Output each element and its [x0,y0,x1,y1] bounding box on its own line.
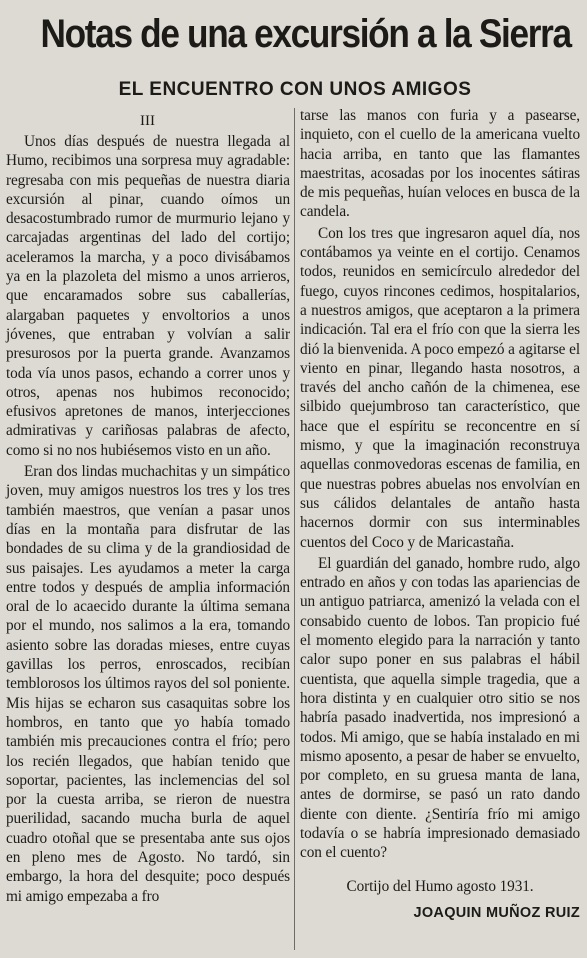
column-divider [294,108,295,950]
section-number: III [140,113,155,129]
paragraph: Con los tres que ingresaron aquel día, nos contábamos ya veinte en el cortijo. Cenamos todos, reunidos en semicírculo alrededor del fuego, cuyos rincones cedimos, hospitalarios, a nuestros amigos, que aceptaron a la primera indicación. Tal era el frío con que la sierra les dió la bienvenida. A poco empezó a agitarse el viento en pinar, llegando hasta nosotros, a través del ancho cañón de la chimenea, ese silbido quejumbroso tan característico, que hace que el espíritu se reconcentre en sí mismo, y que la imaginación reconstruya aquellas conmovedoras escenas de familia, en que nuestras pobres abuelas nos envolvían en sus cálidos delantales de antaño hasta hacernos dormir con sus interminables cuentos del Coco y de Maricastaña. [300,224,580,551]
paragraph: Eran dos lindas muchachitas y un simpático joven, muy amigos nuestros los tres y los tres también maestros, que venían a pasar unos días en la montaña para disfrutar de las bondades de su clima y de la grandiosidad de sus paisajes. Les ayudamos a meter la carga entre todos y después de amplia información oral de lo acaecido durante la última semana por el mundo, nos salimos a la era, tomando asiento sobre las doradas mieses, entre cuyas gavillas los perros, enroscados, recibían temblorosos los últimos rayos del sol poniente. Mis hijas se echaron sus casaquitas sobre los hombros, en tanto que yo había tomado también mis precauciones contra el frío; pero los recién llegados, que habían tenido que soportar, pacientes, las inclemencias del sol por la cuesta arriba, se rieron de nuestra puerilidad, sacando mucha burla de aquel cuadro otoñal que se presentaba ante sus ojos en pleno mes de Agosto. No tardó, sin embargo, la hora del desquite; poco después mi amigo empezaba a fro [6,463,290,905]
article-column-left [6,132,290,906]
article-headline: Notas de una excursión a la Sierra [40,12,571,56]
paragraph: Unos días después de nuestra llegada al Humo, recibimos una sorpresa muy agradable: regresaba con mis pequeñas de nuestra diaria excursión al pinar, cuando oímos un desacostumbrado rumor de murmurio lejano y carcajadas argentinas del lado del cortijo; aceleramos la marcha, y a poco divisábamos ya en la plazoleta del mismo a unos arrieros, que encaramados sobre sus caballerías, alargaban paquetes y envoltorios a unos jóvenes, que entraban y volvían a salir presurosos por la puerta grande. Avanzamos toda vía unos pasos, echando a correr unos y otros, apenas nos hubimos reconocido; efusivos apretones de manos, interjecciones admirativas y cariñosas palabras de afecto, como si no nos hubiésemos visto en un año. [6,133,290,459]
article-subhead: EL ENCUENTRO CON UNOS AMIGOS [118,79,472,100]
paragraph: El guardián del ganado, hombre rudo, algo entrado en años y con todas las apariencias de un antiguo patriarca, amenizó la velada con el consabido cuento de lobos. Tan propicio fué el momento elegido para la narración y tanto calor supo poner en sus palabras el hábil cuentista, que aquella simple tragedia, que a hora distinta y en cualquier otro sitio se nos habría pasado inadvertida, nos impresionó a todos. Mi amigo, que se había instalado en mi mismo aposento, a pesar de haber se envuelto, por completo, en su gruesa manta de lana, antes de dormirse, se pasó un rato dando diente con diente. ¿Sentiría frío mi amigo todavía o se habría impresionado demasiado con el cuento? [300,554,580,862]
paragraph: tarse las manos con furia y a pasearse, inquieto, con el cuello de la americana vuelto hacia arriba, en tanto que las flamantes maestritas, acosadas por los inocentes sátiras de mis pequeñas, huían veloces en busca de la candela. [300,107,580,221]
article-author: JOAQUIN MUÑOZ RUIZ [413,904,580,921]
article-dateline: Cortijo del Humo agosto 1931. [346,877,534,895]
article-column-right [300,106,580,923]
